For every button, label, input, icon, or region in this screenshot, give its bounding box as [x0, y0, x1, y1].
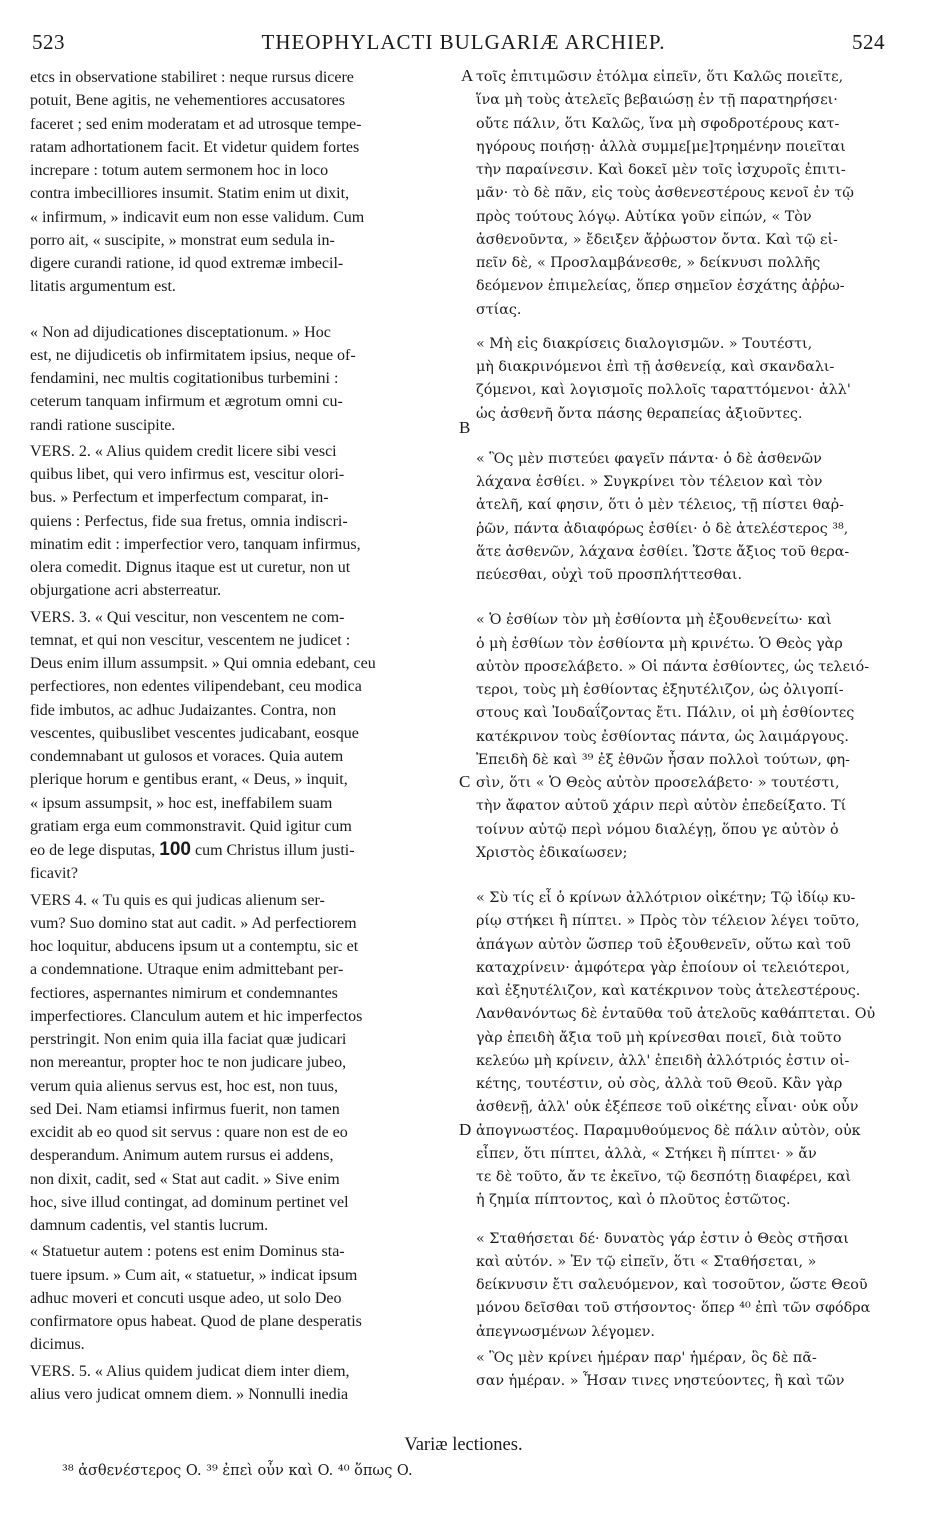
variae-lectiones-notes: ³⁸ ἀσθενέστερος O. ³⁹ ἐπεὶ οὖν καὶ O. ⁴⁰ ὅπως O.: [62, 1463, 413, 1479]
greek-column: [476, 66, 888, 1393]
section-mark-a: A: [461, 66, 474, 85]
latin-paragraph-2: « Non ad dijudicationes disceptationum. » Hoc est, ne dijudicetis ob infirmitatem ipsius, neque of- fendamini, nec multis cogitationibus turbemini : ceterum tanquam infirmum et ægrotum omni cu- randi ratione suscipite.: [30, 323, 356, 434]
running-title: THEOPHYLACTI BULGARIÆ ARCHIEP.: [261, 30, 666, 54]
latin-paragraph-5: VERS 4. « Tu quis es qui judicas alienum ser- vum? Suo domino stat aut cadit. » Ad perfectiorem hoc loquitur, abducens ipsum ut a contemptu, sic et a condemnatione. Utraque enim admittebant per- fectiores, aspernantes nimirum et condemnantes imperfectiores. Clanculum autem et hic imperfectos perstringit. Non enim quia illa faciat quæ judicari non mereantur, propter hoc te non judicare jubeo, verum quia alienus servus est, hoc est, non tuus, sed Dei. Nam etiamsi infirmus fuerit, non tamen excidit ab eo quod sit servus : quare non est de eo desperandum. Animum autem rursus ei addens, non dixit, cadit, sed « Stat aut cadit. » Sive enim hoc, sive illud contingat, ad dominum pertinet vel damnum cadentis, vel stantis lucrum.: [30, 891, 363, 1234]
greek-paragraph-4: « Ὁ ἐσθίων τὸν μὴ ἐσθίοντα μὴ ἐξουθενείτω· καὶ ὁ μὴ ἐσθίων τὸν ἐσθίοντα μὴ κρινέτω. Ὁ Θεὸς γὰρ αὐτὸν προσελάβετο. » Οἱ πάντα ἐσθίοντες, ὡς τελειό- τεροι, τοὺς μὴ ἐσθίοντας ἐξηυτέλιζον, ὡς ὀλιγοπί- στους καὶ Ἰουδαΐζοντας ἔτι. Πάλιν, οἱ μὴ ἐσθίοντες κατέκρινον τοὺς ἐσθίοντας πάντα, ὡς λαιμάργους. Ἐπειδὴ δὲ καὶ ³⁹ ἐξ ἐθνῶν ἦσαν πολλοὶ τούτων, φη- σὶν, ὅτι « Ὁ Θεὸς αὐτὸν προσελάβετο· » τουτέστι, τὴν ἄφατον αὐτοῦ χάριν περὶ αὐτὸν ἐπεδείξατο. Τί τοίνυν αὐτῷ περὶ νόμου διαλέγῃ, ὅπου γε αὐτὸν ὁ Χριστὸς ἐδικαίωσεν;: [476, 612, 870, 861]
greek-paragraph-2: « Μὴ εἰς διακρίσεις διαλογισμῶν. » Τουτέστι, μὴ διακρινόμενοι ἐπὶ τῇ ἀσθενείᾳ, καὶ σκανδαλι- ζόμενοι, καὶ λογισμοῖς πολλοῖς ταραττόμενοι· ἀλλ' ὡς ἀσθενῆ ὄντα πάσης θεραπείας ἀξιοῦντες.: [476, 335, 851, 422]
page-number-left: 523: [32, 30, 65, 54]
page-number-right: 524: [852, 30, 885, 54]
section-mark-d: D: [459, 1120, 472, 1139]
greek-paragraph-6: « Σταθήσεται δέ· δυνατὸς γάρ ἐστιν ὁ Θεὸς στῆσαι καὶ αὐτόν. » Ἐν τῷ εἰπεῖν, ὅτι « Σταθήσεται, » δείκνυσιν ἔτι σαλευόμενον, καὶ τοσοῦτον, ὥστε Θεοῦ μόνου δεῖσθαι τοῦ στήσοντος· ὅπερ ⁴⁰ ἐπὶ τῶν σφόδρα ἀπεγνωσμένων λέγομεν.: [476, 1230, 871, 1340]
variae-lectiones-title: Variæ lectiones.: [404, 1435, 523, 1455]
latin-paragraph-6: « Statuetur autem : potens est enim Dominus sta- tuere ipsum. » Cum ait, « statuetur, » indicat ipsum adhuc moveri et concuti usque adeo, ut solo Deo confirmatore opus habeat. Quod de plane desperatis dicimus.: [30, 1243, 362, 1354]
latin-paragraph-1: etcs in observatione stabiliret : neque rursus dicere potuit, Bene agitis, ne vehementiores accusatores faceret ; sed enim moderatam et ad utrosque tempe- ratam adhortationem facit. Et videtur quidem fortes increpare : totum autem sermonem hoc in loco contra imbecilliores insumit. Statim enim ut dixit, « infirmum, » indicavit eum non esse validum. Cum porro ait, « suscipite, » monstrat eum sedula in- digere curandi ratione, id quod extremæ imbecil- litatis argumentum est.: [30, 69, 365, 296]
greek-paragraph-7: « Ὃς μὲν κρίνει ἡμέραν παρ' ἡμέραν, ὃς δὲ πᾶ- σαν ἡμέραν. » Ἦσαν τινες νηστεύοντες, ἢ καὶ τῶν: [476, 1349, 845, 1389]
latin-paragraph-3: VERS. 2. « Alius quidem credit licere sibi vesci quibus libet, qui vero infirmus est, vescitur olori- bus. » Perfectum et imperfectum comparat, in- quiens : Perfectus, fide sua fretus, omnia indiscri- minatim edit : imperfectior vero, tanquam infirmus, olera comedit. Dignus itaque est ut curetur, non ut objurgatione acri absterreatur.: [30, 442, 361, 600]
section-mark-b: B: [459, 418, 471, 437]
greek-paragraph-5: « Σὺ τίς εἶ ὁ κρίνων ἀλλότριον οἰκέτην; Τῷ ἰδίῳ κυ- ρίῳ στήκει ἢ πίπτει. » Πρὸς τὸν τέλειον λέγει τοῦτο, ἀπάγων αὐτὸν ὥσπερ τοῦ ἐξουθενεῖν, οὕτω καὶ τοῦ καταχρίνειν· ἀμφότερα γὰρ ἐποίουν οἱ τελειότεροι, καὶ ἐξηυτέλιζον, καὶ κατέκρινον τοὺς ἀτελεστέρους. Λανθανόντως δὲ ἐνταῦθα τοῦ ἀτελοῦς καθάπτεται. Οὐ γὰρ ἐπειδὴ ἄξια τοῦ μὴ κρίνεσθαι ποιεῖ, διὰ τοῦτο κελεύω μὴ κρίνειν, ἀλλ' ἐπειδὴ ἀλλότριός ἐστιν οἰ- κέτης, τουτέστιν, οὐ σὸς, ἀλλὰ τοῦ Θεοῦ. Κἂν γὰρ ἀσθενῇ, ἀλλ' οὐκ ἐξέπεσε τοῦ οἰκέτης εἶναι· οὐκ οὖν ἀπογνωστέος. Παραμυθούμενος δὲ πάλιν αὐτὸν, οὐκ εἶπεν, ὅτι πίπτει, ἀλλὰ, « Στήκει ἢ πίπτει· » ἄν τε δὲ τοῦτο, ἄν τε ἐκεῖνο, τῷ δεσπότῃ διαφέρει, καὶ ἡ ζημία πίπτοντος, καὶ ὁ πλοῦτος ἑστῶτος.: [476, 890, 876, 1209]
latin-paragraph-7: VERS. 5. « Alius quidem judicat diem inter diem, alius vero judicat omnem diem. » Nonnulli inedia: [30, 1362, 350, 1403]
latin-column: [30, 66, 458, 1406]
greek-paragraph-1: τοῖς ἐπιτιμῶσιν ἐτόλμα εἰπεῖν, ὅτι Καλῶς ποιεῖτε, ἵνα μὴ τοὺς ἀτελεῖς βεβαιώσῃ ἐν τῇ παρατηρήσει· οὔτε πάλιν, ὅτι Καλῶς, ἵνα μὴ σφοδροτέρους κατ- ηγόρους ποιήσῃ· ἀλλὰ συμμε[με]τρημένην ποιεῖται τὴν παραίνεσιν. Καὶ δοκεῖ μὲν τοῖς ἰσχυροῖς ἐπιτι- μᾶν· τὸ δὲ πᾶν, εἰς τοὺς ἀσθενεστέρους κενοῖ ἐν τῷ πρὸς τούτους λόγῳ. Αὐτίκα γοῦν εἰπών, « Τὸν ἀσθενοῦντα, » ἔδειξεν ἄῤῥωστον ὄντα. Καὶ τῷ εἰ- πεῖν δὲ, « Προσλαμβάνεσθε, » δείκνυσι πολλῆς δεόμενον ἐπιμελείας, ὅπερ σημεῖον ἐσχάτης ἀῤῥω- στίας.: [476, 69, 854, 318]
latin-p4-text-a: VERS. 3. « Qui vescitur, non vescentem ne com- temnat, et qui non vescitur, vescentem ne judicet : Deus enim illum assumpsit. » Qui omnia edebant, ceu perfectiores, non edentes vilipendebant, ceu modica fide imbutos, ac adhuc Judaizantes. Contra, non vescentes, quibuslibet vescentes judicabant, eosque condemnabant ut gulosos et voraces. Quia autem plerique horum e gentibus erant, « Deus, » inquit, « ipsum assumpsit, » hoc est, ineffabilem suam gratiam erga eum commonstravit. Quid igitur cum eo de lege disputas,: [30, 608, 376, 859]
latin-paragraph-4: [30, 606, 458, 886]
greek-paragraph-3: « Ὃς μὲν πιστεύει φαγεῖν πάντα· ὁ δὲ ἀσθενῶν λάχανα ἐσθίει. » Συγκρίνει τὸν τέλειον καὶ τὸν ἀτελῆ, καί φησιν, ὅτι ὁ μὲν τέλειος, τῇ πίστει θαῤ- ῥῶν, πάντα ἀδιαφόρως ἐσθίει· ὁ δὲ ἀτελέστερος ³⁸, ἅτε ἀσθενῶν, λάχανα ἐσθίει. Ὥστε ἄξιος τοῦ θερα- πεύεσθαι, οὐχὶ τοῦ προσπλήττεσθαι.: [476, 450, 850, 583]
latin-p4-text-b: cum Christus illum justi- ficavit?: [30, 842, 355, 883]
section-mark-c: C: [459, 772, 471, 791]
column-number-marker: 100: [159, 839, 191, 860]
